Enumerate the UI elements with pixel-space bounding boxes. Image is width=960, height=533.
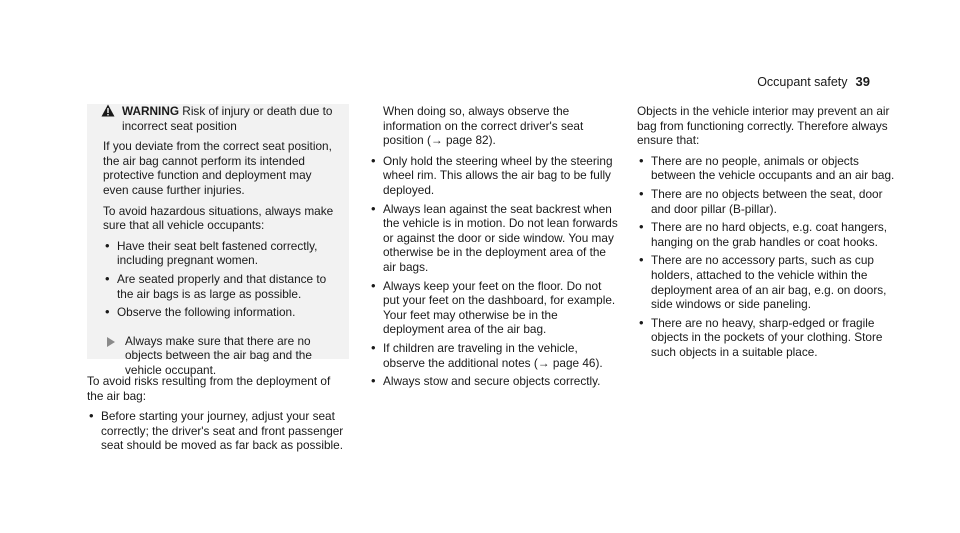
continuation-text: When doing so, always observe the information on the correct driver's seat position (→ page 82). — [383, 104, 584, 148]
list — [87, 409, 349, 453]
warning-triangle-icon — [101, 104, 116, 133]
column-2 — [369, 104, 619, 389]
deployment-risk-section — [87, 374, 349, 453]
paragraph: Objects in the vehicle interior may prevent an air bag from functioning correctly. Therefore always ensure that: — [637, 104, 890, 148]
section-title: Occupant safety — [757, 75, 848, 89]
warning-paragraph-1: If you deviate from the correct seat position, the air bag cannot perform its intended protective function and deployment may even cause further injuries. — [103, 139, 332, 197]
list-item: • There are no people, animals or objects between the vehicle occupants and an air bag. — [637, 154, 897, 183]
warning-paragraph-2: To avoid hazardous situations, always make sure that all vehicle occupants: — [103, 203, 334, 233]
note-text: Always make sure that there are no objects between the air bag and the vehicle occupant. — [125, 333, 312, 377]
list — [369, 154, 619, 389]
warning-list — [103, 239, 335, 320]
note — [103, 334, 335, 378]
list-item: • Are seated properly and that distance to the air bags is as large as possible. — [103, 272, 335, 301]
page-number: 39 — [855, 74, 870, 89]
list — [637, 154, 897, 360]
warning-title: Risk of injury or death due to incorrect seat position — [122, 104, 333, 133]
warning-label: WARNING — [122, 104, 180, 118]
note-arrow-icon — [107, 334, 117, 378]
list-item: • There are no objects between the seat, door and door pillar (B-pillar). — [637, 187, 897, 216]
warning-box — [87, 104, 349, 377]
paragraph: To avoid risks resulting from the deployment of the air bag: — [87, 374, 331, 403]
list-item: • There are no heavy, sharp-edged or fragile objects in the pockets of your clothing. Store such objects in a suitable place. — [637, 316, 897, 360]
list-item: • Observe the following information. — [103, 305, 335, 320]
list-item: • Have their seat belt fastened correctly, including pregnant women. — [103, 239, 335, 268]
list-item: • Always stow and secure objects correctly. — [369, 374, 619, 389]
list-item: • Before starting your journey, adjust your seat correctly; the driver's seat and front passenger seat should be moved as far back as possible. — [87, 409, 349, 453]
column-3 — [637, 104, 897, 360]
list-item: • There are no accessory parts, such as cup holders, attached to the vehicle within the deployment area of an air bag, e.g. on doors, side windows or side paneling. — [637, 253, 897, 311]
list-item: • Only hold the steering wheel by the steering wheel rim. This allows the air bag to be fully deployed. — [369, 154, 619, 198]
list-item: • Always lean against the seat backrest when the vehicle is in motion. Do not lean forwards or against the door or side window. You may otherwise be in the deployment area of the air bags. — [369, 202, 619, 275]
list-item: • Always keep your feet on the floor. Do not put your feet on the dashboard, for example. Your feet may otherwise be in the deployment area of the air bag. — [369, 279, 619, 337]
list-item: • If children are traveling in the vehicle, observe the additional notes (→ page 46). — [369, 341, 619, 370]
list-item: • There are no hard objects, e.g. coat hangers, hanging on the grab handles or coat hooks. — [637, 220, 897, 249]
page-header — [757, 74, 870, 89]
warning-heading — [103, 104, 335, 133]
column-1 — [87, 104, 349, 453]
